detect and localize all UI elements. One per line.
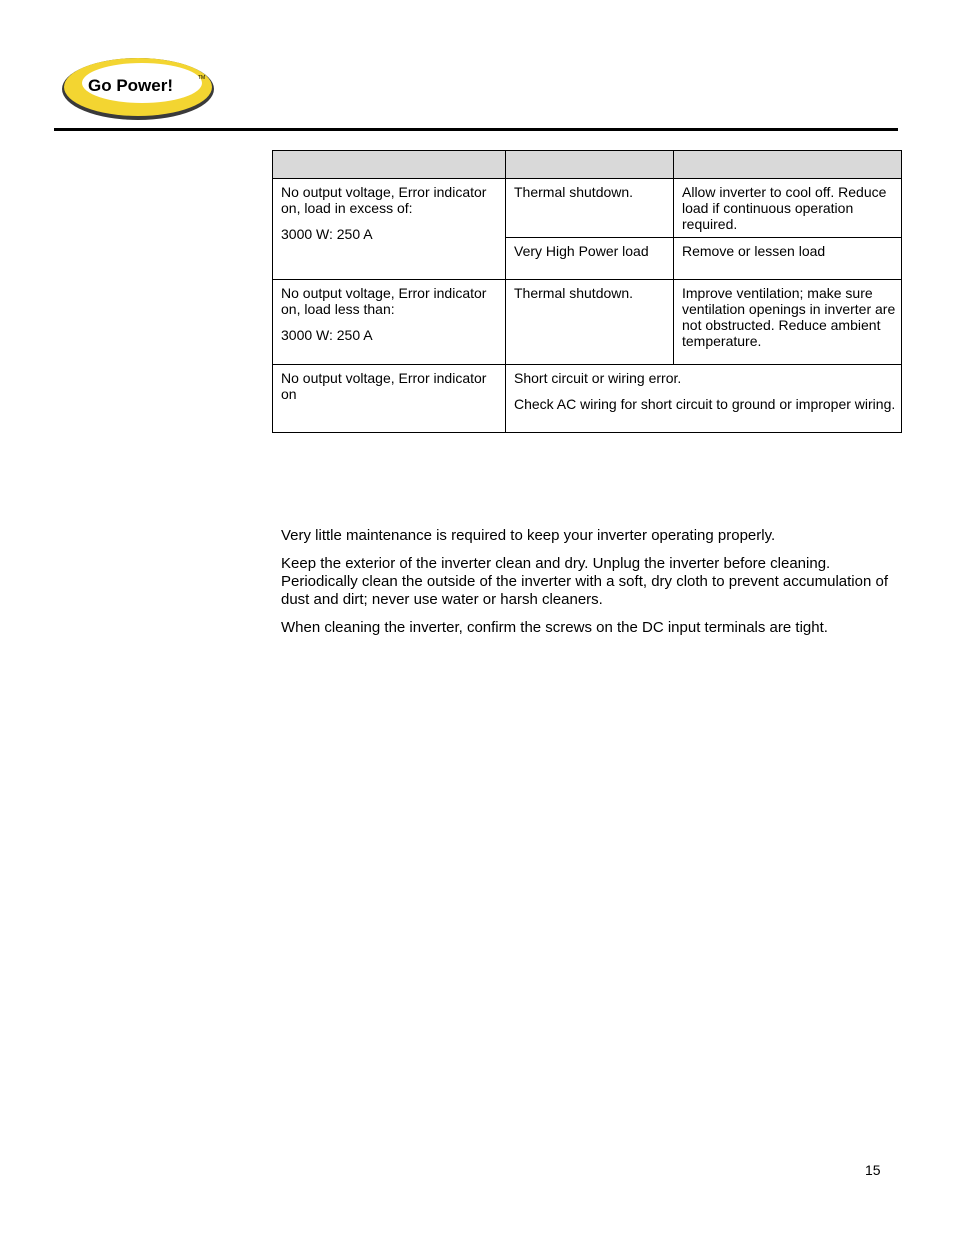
cause-cell: Very High Power load xyxy=(506,238,674,280)
header-cell-solution xyxy=(674,151,902,179)
solution-cell: Improve ventilation; make sure ventilation openings in inverter are not obstructed. Reduce ambient temperature. xyxy=(674,280,902,365)
table-row xyxy=(273,280,902,365)
logo-text: Go Power! xyxy=(88,76,174,95)
solution-cell: Allow inverter to cool off. Reduce load if continuous operation required. xyxy=(674,179,902,238)
solution-text: Check AC wiring for short circuit to ground or improper wiring. xyxy=(514,396,896,412)
logo-trademark: TM xyxy=(198,75,206,81)
cause-cell: Thermal shutdown. xyxy=(506,280,674,365)
table-row xyxy=(273,179,902,238)
maintenance-paragraph: Very little maintenance is required to keep your inverter operating properly. xyxy=(281,527,776,544)
page-number: 15 xyxy=(865,1162,881,1178)
maintenance-section xyxy=(281,527,901,647)
problem-cell xyxy=(273,280,506,365)
troubleshooting-table xyxy=(272,150,902,433)
table-header-row xyxy=(273,151,902,179)
header-rule xyxy=(54,128,898,131)
problem-cell: No output voltage, Error indicator on xyxy=(273,365,506,433)
load-text: 3000 W: 250 A xyxy=(281,226,373,242)
cause-text: Short circuit or wiring error. xyxy=(514,370,682,386)
maintenance-paragraph: When cleaning the inverter, confirm the screws on the DC input terminals are tight. xyxy=(281,619,828,636)
header-cell-problem xyxy=(273,151,506,179)
problem-cell xyxy=(273,179,506,280)
header-cell-cause xyxy=(506,151,674,179)
go-power-logo xyxy=(58,52,218,124)
table-row xyxy=(273,365,902,433)
load-text: 3000 W: 250 A xyxy=(281,327,373,343)
problem-text: No output voltage, Error indicator on, load less than: xyxy=(281,285,487,317)
maintenance-paragraph: Keep the exterior of the inverter clean and dry. Unplug the inverter before cleaning. Periodically clean the outside of the inverter with a soft, dry cloth to prevent accumulation of dust and dirt; never use water or harsh cleaners. xyxy=(281,555,888,608)
cause-solution-cell xyxy=(506,365,902,433)
problem-text: No output voltage, Error indicator on, load in excess of: xyxy=(281,184,487,216)
solution-cell: Remove or lessen load xyxy=(674,238,902,280)
cause-cell: Thermal shutdown. xyxy=(506,179,674,238)
